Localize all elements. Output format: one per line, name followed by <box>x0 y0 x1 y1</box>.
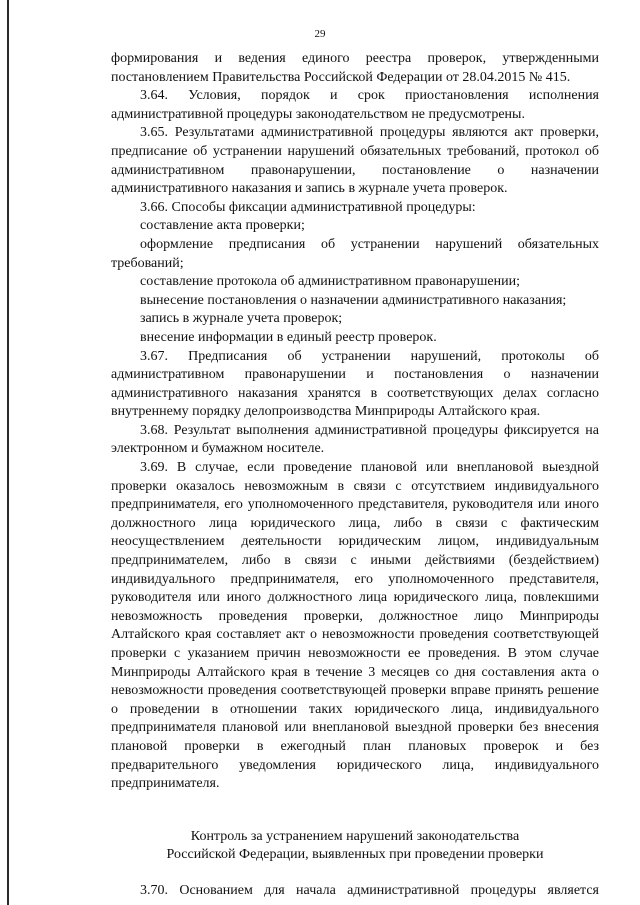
paragraph: оформление предписания об устранении нарушений обязательных требований; <box>111 236 599 271</box>
section-heading <box>111 828 599 864</box>
paragraph: 3.65. Результатами административной процедуры являются акт проверки, предписание об устранении нарушений обязательных требований, протокол об административном правонарушении, постановление о назначении административного наказания и запись в журнале учета проверок. <box>111 125 599 197</box>
paragraph: внесение информации в единый реестр проверок. <box>140 329 437 345</box>
paragraph-3-70: 3.70. Основанием для начала административной процедуры является <box>140 882 599 898</box>
paragraph: формирования и ведения единого реестра проверок, утвержденными постановлением Правительства Российской Федерации от 28.04.2015 № 415. <box>111 51 599 85</box>
document-body <box>111 50 599 900</box>
paragraph: 3.64. Условия, порядок и срок приостановления исполнения административной процедуры законодательством не предусмотрены. <box>111 88 599 122</box>
page-number: 29 <box>314 28 326 40</box>
paragraph-list <box>111 50 599 794</box>
paragraph: составление акта проверки; <box>140 218 305 234</box>
paragraph: 3.68. Результат выполнения административной процедуры фиксируется на электронном и бумажном носителе. <box>111 422 599 457</box>
paragraph: вынесение постановления о назначении административного наказания; <box>140 292 567 308</box>
paragraph: составление протокола об административном правонарушении; <box>140 274 521 290</box>
paragraph: запись в журнале учета проверок; <box>140 311 343 327</box>
section-heading-line-2: Российской Федерации, выявленных при проведении проверки <box>166 846 544 862</box>
paragraph: 3.69. В случае, если проведение плановой или внеплановой выездной проверки оказалось невозможным в связи с отсутствием индивидуального предпринимателя, его уполномоченного представителя, руководителя или иного должностного лица юридического лица, либо в связи с фактическим неосуществлением деятельности юридическим лицом, индивидуальным предпринимателем, либо в связи с иными действиями (бездействием) индивидуального предпринимателя, его уполномоченного представителя, руководителя или иного должностного лица юридического лица, повлекшими невозможность проведения проверки, должностное лицо Минприроды Алтайского края составляет акт о невозможности проведения соответствующей проверки с указанием причин невозможности ее проведения. В этом случае Минприроды Алтайского края в течение 3 месяцев со дня составления акта о невозможности проведения соответствующей проверки вправе принять решение о проведении в отношении таких юридического лица, индивидуального предпринимателя плановой или внеплановой выездной проверки без внесения плановой проверки в ежегодный план плановых проверок и без предварительного уведомления юридического лица, индивидуального предпринимателя. <box>111 460 599 792</box>
page-edge-line <box>7 0 9 905</box>
section-heading-line-1: Контроль за устранением нарушений законодательства <box>190 828 520 844</box>
paragraph: 3.66. Способы фиксации административной процедуры: <box>140 199 476 215</box>
paragraph: 3.67. Предписания об устранении нарушений, протоколы об административном правонарушении и постановления о назначении административного наказания хранятся в соответствующих делах согласно внутреннему порядку делопроизводства Минприроды Алтайского края. <box>111 348 599 420</box>
